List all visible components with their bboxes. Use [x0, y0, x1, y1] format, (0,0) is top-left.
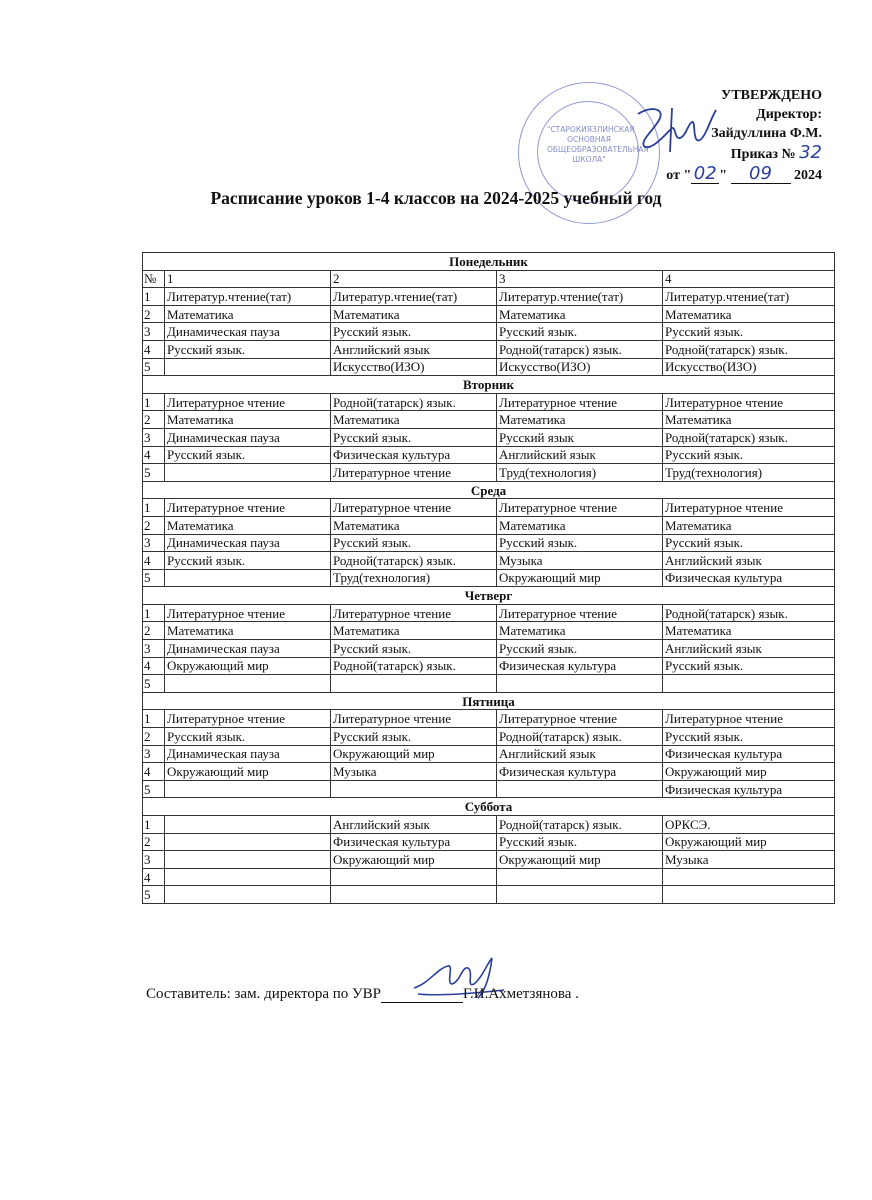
class-header: 2	[331, 270, 497, 288]
lesson-cell: Труд(технология)	[331, 569, 497, 587]
day-name: Вторник	[143, 376, 835, 394]
lesson-cell	[165, 851, 331, 869]
date-day: 02	[691, 164, 719, 184]
lesson-number: 3	[143, 745, 165, 763]
lesson-cell: Литератур.чтение(тат)	[663, 288, 835, 306]
lesson-cell: Литератур.чтение(тат)	[497, 288, 663, 306]
lesson-cell: Музыка	[497, 552, 663, 570]
lesson-cell: Родной(татарск) язык.	[663, 604, 835, 622]
lesson-cell: Динамическая пауза	[165, 640, 331, 658]
lesson-cell: Математика	[497, 622, 663, 640]
stamp-text: "СТАРОКИЯЗЛИНСКАЯ ОСНОВНАЯ ОБЩЕОБРАЗОВАТЕЛЬНАЯ ШКОЛА"	[547, 125, 649, 164]
lesson-cell: Физическая культура	[497, 657, 663, 675]
lesson-cell: Динамическая пауза	[165, 745, 331, 763]
lesson-cell: Русский язык.	[165, 552, 331, 570]
lesson-cell: Математика	[497, 411, 663, 429]
date-prefix: от "	[666, 168, 692, 183]
lesson-cell: Родной(татарск) язык.	[663, 428, 835, 446]
lesson-number: 4	[143, 446, 165, 464]
lesson-cell: Родной(татарск) язык.	[497, 728, 663, 746]
lesson-cell: Математика	[331, 516, 497, 534]
lesson-number: 1	[143, 499, 165, 517]
lesson-cell	[331, 780, 497, 798]
lesson-row	[143, 728, 835, 746]
lesson-cell: Окружающий мир	[165, 657, 331, 675]
lesson-cell	[165, 358, 331, 376]
footer	[146, 986, 579, 1003]
lesson-cell: Математика	[165, 305, 331, 323]
lesson-cell: Литературное чтение	[663, 710, 835, 728]
lesson-row	[143, 446, 835, 464]
lesson-cell: Окружающий мир	[497, 851, 663, 869]
class-header-row	[143, 270, 835, 288]
lesson-cell: Литературное чтение	[331, 604, 497, 622]
day-name: Пятница	[143, 692, 835, 710]
lesson-row	[143, 657, 835, 675]
lesson-cell: Искусство(ИЗО)	[497, 358, 663, 376]
page-title: Расписание уроков 1-4 классов на 2024-2025 учебный год	[210, 188, 662, 208]
lesson-row	[143, 622, 835, 640]
lesson-cell: Литературное чтение	[497, 710, 663, 728]
lesson-row	[143, 710, 835, 728]
lesson-row	[143, 569, 835, 587]
lesson-row	[143, 516, 835, 534]
lesson-cell: Русский язык.	[331, 428, 497, 446]
lesson-cell: Литературное чтение	[165, 604, 331, 622]
lesson-number: 1	[143, 816, 165, 834]
lesson-cell: Русский язык.	[497, 833, 663, 851]
lesson-cell	[331, 675, 497, 693]
lesson-cell: Русский язык.	[497, 534, 663, 552]
lesson-number: 2	[143, 622, 165, 640]
lesson-cell: Литературное чтение	[165, 393, 331, 411]
lesson-cell: Физическая культура	[497, 763, 663, 781]
lesson-cell: Русский язык.	[497, 640, 663, 658]
lesson-cell	[165, 816, 331, 834]
lesson-row	[143, 358, 835, 376]
date-year: 2024	[794, 168, 822, 183]
lesson-cell	[165, 675, 331, 693]
day-header-row	[143, 481, 835, 499]
lesson-row	[143, 305, 835, 323]
lesson-cell: Русский язык.	[663, 534, 835, 552]
lesson-cell: Русский язык.	[331, 640, 497, 658]
day-header-row	[143, 253, 835, 271]
compiler-name: Г.И.Ахметзянова .	[463, 986, 579, 1002]
lesson-cell: ОРКСЭ.	[663, 816, 835, 834]
lesson-cell: Русский язык.	[331, 534, 497, 552]
lesson-cell	[663, 675, 835, 693]
lesson-cell: Литературное чтение	[331, 710, 497, 728]
approval-position: Директор:	[756, 107, 822, 122]
lesson-row	[143, 640, 835, 658]
lesson-cell: Русский язык.	[663, 657, 835, 675]
lesson-cell: Искусство(ИЗО)	[331, 358, 497, 376]
lesson-cell: Математика	[165, 411, 331, 429]
lesson-number: 4	[143, 763, 165, 781]
lesson-cell: Русский язык.	[331, 728, 497, 746]
lesson-cell: Русский язык.	[497, 323, 663, 341]
lesson-cell: Литературное чтение	[165, 710, 331, 728]
lesson-row	[143, 464, 835, 482]
class-header: 3	[497, 270, 663, 288]
lesson-row	[143, 833, 835, 851]
lesson-cell: Музыка	[663, 851, 835, 869]
lesson-cell: Математика	[663, 411, 835, 429]
lesson-cell: Литературное чтение	[497, 499, 663, 517]
approval-date	[666, 164, 822, 185]
lesson-cell: Литературное чтение	[663, 499, 835, 517]
day-name: Четверг	[143, 587, 835, 605]
lesson-row	[143, 868, 835, 886]
lesson-row	[143, 851, 835, 869]
lesson-cell: Литературное чтение	[497, 393, 663, 411]
lesson-cell: Искусство(ИЗО)	[663, 358, 835, 376]
lesson-cell: Литературное чтение	[331, 499, 497, 517]
lesson-cell: Родной(татарск) язык.	[331, 393, 497, 411]
lesson-row	[143, 340, 835, 358]
lesson-cell: Английский язык	[331, 340, 497, 358]
lesson-cell: Русский язык.	[663, 728, 835, 746]
day-name: Среда	[143, 481, 835, 499]
lesson-cell	[663, 868, 835, 886]
lesson-cell: Музыка	[331, 763, 497, 781]
lesson-cell: Математика	[331, 622, 497, 640]
lesson-number: 4	[143, 340, 165, 358]
lesson-number: 2	[143, 411, 165, 429]
class-header: 4	[663, 270, 835, 288]
lesson-cell	[497, 675, 663, 693]
approval-block	[666, 86, 822, 185]
lesson-cell	[331, 886, 497, 904]
lesson-number: 4	[143, 868, 165, 886]
lesson-cell: Окружающий мир	[663, 763, 835, 781]
lesson-cell	[165, 833, 331, 851]
lesson-cell: Английский язык	[663, 640, 835, 658]
lesson-number: 1	[143, 710, 165, 728]
lesson-cell: Русский язык.	[165, 728, 331, 746]
lesson-number: 1	[143, 288, 165, 306]
day-header-row	[143, 587, 835, 605]
approval-heading: УТВЕРЖДЕНО	[721, 88, 822, 103]
lesson-number: 2	[143, 833, 165, 851]
lesson-number: 2	[143, 516, 165, 534]
date-mid: "	[719, 168, 727, 183]
lesson-cell: Литературное чтение	[663, 393, 835, 411]
lesson-cell: Литератур.чтение(тат)	[165, 288, 331, 306]
lesson-cell: Русский язык.	[663, 323, 835, 341]
lesson-row	[143, 780, 835, 798]
lesson-cell	[165, 569, 331, 587]
lesson-number: 3	[143, 851, 165, 869]
lesson-cell: Окружающий мир	[331, 851, 497, 869]
lesson-cell: Английский язык	[663, 552, 835, 570]
lesson-row	[143, 534, 835, 552]
number-header: №	[143, 270, 165, 288]
lesson-number: 2	[143, 305, 165, 323]
schedule-body	[143, 253, 835, 904]
lesson-cell: Литературное чтение	[331, 464, 497, 482]
lesson-cell: Литературное чтение	[165, 499, 331, 517]
lesson-cell: Математика	[497, 516, 663, 534]
lesson-cell: Русский язык.	[165, 446, 331, 464]
lesson-cell: Динамическая пауза	[165, 428, 331, 446]
lesson-number: 5	[143, 780, 165, 798]
lesson-cell: Окружающий мир	[497, 569, 663, 587]
lesson-row	[143, 393, 835, 411]
date-month: 09	[731, 164, 791, 184]
lesson-cell: Математика	[497, 305, 663, 323]
lesson-cell: Математика	[663, 305, 835, 323]
lesson-number: 1	[143, 393, 165, 411]
lesson-cell	[663, 886, 835, 904]
lesson-cell: Физическая культура	[663, 569, 835, 587]
lesson-cell: Родной(татарск) язык.	[663, 340, 835, 358]
lesson-cell	[165, 886, 331, 904]
lesson-row	[143, 675, 835, 693]
lesson-cell: Математика	[331, 305, 497, 323]
lesson-cell	[497, 886, 663, 904]
lesson-row	[143, 323, 835, 341]
signature-line	[381, 988, 463, 1003]
lesson-cell	[497, 780, 663, 798]
lesson-cell: Динамическая пауза	[165, 534, 331, 552]
lesson-number: 4	[143, 657, 165, 675]
lesson-cell: Русский язык	[497, 428, 663, 446]
lesson-cell: Русский язык.	[663, 446, 835, 464]
lesson-number: 5	[143, 358, 165, 376]
lesson-cell	[331, 868, 497, 886]
lesson-cell	[165, 780, 331, 798]
lesson-cell: Окружающий мир	[663, 833, 835, 851]
lesson-cell: Динамическая пауза	[165, 323, 331, 341]
lesson-number: 5	[143, 464, 165, 482]
day-header-row	[143, 376, 835, 394]
lesson-number: 5	[143, 886, 165, 904]
lesson-cell: Окружающий мир	[165, 763, 331, 781]
lesson-row	[143, 745, 835, 763]
lesson-cell: Математика	[165, 516, 331, 534]
lesson-cell: Родной(татарск) язык.	[331, 657, 497, 675]
lesson-cell	[165, 464, 331, 482]
lesson-cell: Английский язык	[497, 446, 663, 464]
day-header-row	[143, 692, 835, 710]
lesson-cell: Математика	[663, 516, 835, 534]
lesson-cell: Английский язык	[331, 816, 497, 834]
day-header-row	[143, 798, 835, 816]
approval-director: Зайдуллина Ф.М.	[711, 126, 822, 141]
lesson-cell: Труд(технология)	[497, 464, 663, 482]
order-label: Приказ №	[730, 147, 796, 162]
compiler-label: Составитель: зам. директора по УВР	[146, 986, 381, 1002]
lesson-row	[143, 886, 835, 904]
lesson-cell: Литературное чтение	[497, 604, 663, 622]
lesson-number: 3	[143, 428, 165, 446]
lesson-cell: Труд(технология)	[663, 464, 835, 482]
lesson-cell	[165, 868, 331, 886]
lesson-cell: Русский язык.	[331, 323, 497, 341]
lesson-cell: Физическая культура	[331, 833, 497, 851]
lesson-cell	[497, 868, 663, 886]
lesson-row	[143, 552, 835, 570]
lesson-row	[143, 428, 835, 446]
lesson-cell: Родной(татарск) язык.	[497, 816, 663, 834]
lesson-number: 3	[143, 534, 165, 552]
order-number: 32	[799, 142, 822, 163]
lesson-cell: Математика	[331, 411, 497, 429]
lesson-number: 4	[143, 552, 165, 570]
lesson-cell: Физическая культура	[663, 780, 835, 798]
lesson-cell: Окружающий мир	[331, 745, 497, 763]
lesson-cell: Математика	[165, 622, 331, 640]
lesson-cell: Родной(татарск) язык.	[497, 340, 663, 358]
day-name: Понедельник	[143, 253, 835, 271]
lesson-row	[143, 763, 835, 781]
lesson-number: 3	[143, 640, 165, 658]
approval-order	[666, 143, 822, 164]
lesson-cell: Математика	[663, 622, 835, 640]
class-header: 1	[165, 270, 331, 288]
lesson-cell: Английский язык	[497, 745, 663, 763]
schedule-table	[142, 252, 835, 904]
lesson-row	[143, 499, 835, 517]
day-name: Суббота	[143, 798, 835, 816]
lesson-cell: Физическая культура	[331, 446, 497, 464]
lesson-row	[143, 816, 835, 834]
lesson-row	[143, 604, 835, 622]
lesson-number: 1	[143, 604, 165, 622]
lesson-cell: Родной(татарск) язык.	[331, 552, 497, 570]
lesson-row	[143, 411, 835, 429]
lesson-cell: Физическая культура	[663, 745, 835, 763]
lesson-number: 5	[143, 675, 165, 693]
lesson-cell: Литератур.чтение(тат)	[331, 288, 497, 306]
lesson-number: 2	[143, 728, 165, 746]
lesson-number: 3	[143, 323, 165, 341]
lesson-cell: Русский язык.	[165, 340, 331, 358]
lesson-number: 5	[143, 569, 165, 587]
lesson-row	[143, 288, 835, 306]
